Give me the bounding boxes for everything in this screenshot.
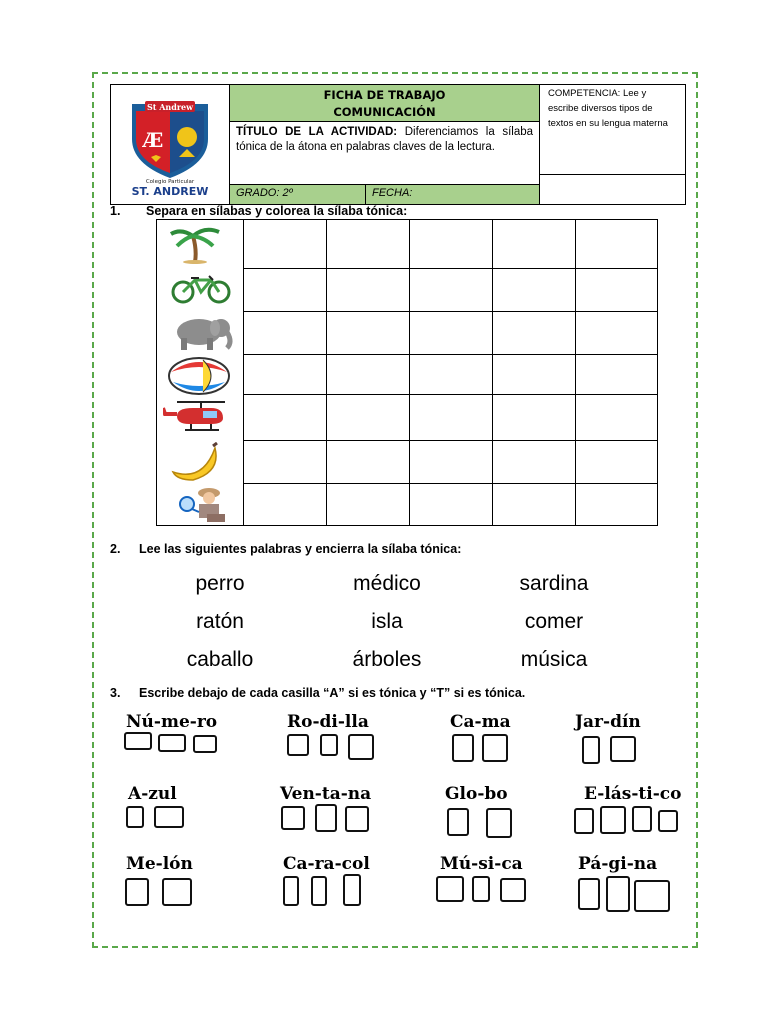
- syllable-word: Pá-gi-na: [578, 854, 658, 874]
- answer-box[interactable]: [125, 878, 149, 906]
- answer-box[interactable]: [345, 806, 369, 832]
- school-logo: [111, 85, 230, 204]
- word-item: comer: [524, 610, 584, 633]
- answer-box[interactable]: [606, 876, 630, 912]
- syllable-word: Glo-bo: [445, 784, 508, 804]
- answer-box[interactable]: [343, 874, 361, 906]
- syllable-word: Ca-ma: [450, 712, 511, 732]
- grado-field[interactable]: GRADO: 2º: [230, 185, 366, 204]
- question-number: 2.: [110, 542, 121, 556]
- activity-title: [230, 122, 539, 185]
- competencia-text: COMPETENCIA: Lee y escribe diversos tipos de textos en su lengua materna: [539, 85, 685, 175]
- question-text: Escribe debajo de cada casilla “A” si es tónica y “T” si es tónica.: [139, 686, 526, 700]
- activity-label: TÍTULO DE LA ACTIVIDAD:: [236, 126, 398, 138]
- syllable-word: Ca-ra-col: [283, 854, 370, 874]
- answer-box[interactable]: [447, 808, 469, 836]
- syllable-grid: [156, 219, 658, 526]
- answer-box[interactable]: [610, 736, 636, 762]
- answer-box[interactable]: [193, 735, 217, 753]
- syllable-word: Jar-dín: [575, 712, 641, 732]
- answer-box[interactable]: [158, 734, 186, 752]
- syllable-word: Me-lón: [126, 854, 193, 874]
- syllable-word: Ven-ta-na: [280, 784, 372, 804]
- answer-box[interactable]: [582, 736, 600, 764]
- answer-box[interactable]: [574, 808, 594, 834]
- title-line-2: COMUNICACIÓN: [333, 105, 436, 119]
- answer-box[interactable]: [452, 734, 474, 762]
- answer-box[interactable]: [283, 876, 299, 906]
- answer-box[interactable]: [311, 876, 327, 906]
- answer-box[interactable]: [287, 734, 309, 756]
- svg-text:St Andrew: St Andrew: [146, 102, 194, 112]
- answer-box[interactable]: [632, 806, 652, 832]
- banana-icon: [163, 442, 239, 482]
- elephant-icon: [163, 312, 239, 352]
- answer-box[interactable]: [281, 806, 305, 830]
- answer-box[interactable]: [600, 806, 626, 834]
- worksheet-title: [230, 85, 539, 122]
- answer-box[interactable]: [315, 804, 337, 832]
- answer-box[interactable]: [162, 878, 192, 906]
- word-item: árboles: [352, 648, 422, 671]
- word-item: caballo: [186, 648, 254, 671]
- question-3: [110, 686, 525, 700]
- answer-box[interactable]: [634, 880, 670, 912]
- question-number: 3.: [110, 686, 121, 700]
- svg-text:ST. ANDREW: ST. ANDREW: [131, 185, 209, 198]
- syllable-word: Ro-di-lla: [287, 712, 369, 732]
- svg-text:Æ: Æ: [142, 128, 164, 152]
- question-number: 1.: [110, 204, 121, 218]
- question-1: [110, 204, 407, 218]
- question-2: [110, 542, 461, 556]
- word-item: música: [520, 648, 588, 671]
- answer-box[interactable]: [436, 876, 464, 902]
- answer-box[interactable]: [124, 732, 152, 750]
- answer-box[interactable]: [320, 734, 338, 756]
- answer-box[interactable]: [154, 806, 184, 828]
- syllable-word: Mú-si-ca: [440, 854, 523, 874]
- syllable-word: E-lás-ti-co: [584, 784, 682, 804]
- answer-box[interactable]: [472, 876, 490, 902]
- svg-text:Colegio Particular: Colegio Particular: [145, 179, 195, 185]
- answer-box[interactable]: [348, 734, 374, 760]
- question-text: Lee las siguientes palabras y encierra la sílaba tónica:: [139, 542, 462, 556]
- answer-box[interactable]: [482, 734, 508, 762]
- answer-box[interactable]: [500, 878, 526, 902]
- answer-box[interactable]: [486, 808, 512, 838]
- competencia-blank: [539, 175, 685, 204]
- question-text: Separa en sílabas y colorea la sílaba tónica:: [146, 204, 408, 218]
- word-item: médico: [353, 572, 421, 595]
- explorer-icon: [163, 484, 239, 524]
- title-line-1: FICHA DE TRABAJO: [323, 88, 446, 102]
- header-table: [110, 84, 686, 205]
- palm-tree-icon: [163, 224, 239, 264]
- word-item: sardina: [519, 572, 589, 595]
- helicopter-icon: [163, 396, 239, 436]
- word-item: perro: [195, 572, 245, 595]
- answer-box[interactable]: [658, 810, 678, 832]
- fecha-field[interactable]: FECHA:: [366, 185, 539, 204]
- word-item: isla: [371, 610, 403, 633]
- beach-ball-icon: [163, 356, 239, 396]
- syllable-word: A-zul: [128, 784, 177, 804]
- answer-box[interactable]: [126, 806, 144, 828]
- answer-box[interactable]: [578, 878, 600, 910]
- bicycle-icon: [163, 268, 239, 308]
- activity-text: Diferenciamos la sílaba tónica de la átona en palabras claves de la lectura.: [236, 126, 533, 153]
- syllable-word: Nú-me-ro: [126, 712, 218, 732]
- word-item: ratón: [196, 610, 244, 633]
